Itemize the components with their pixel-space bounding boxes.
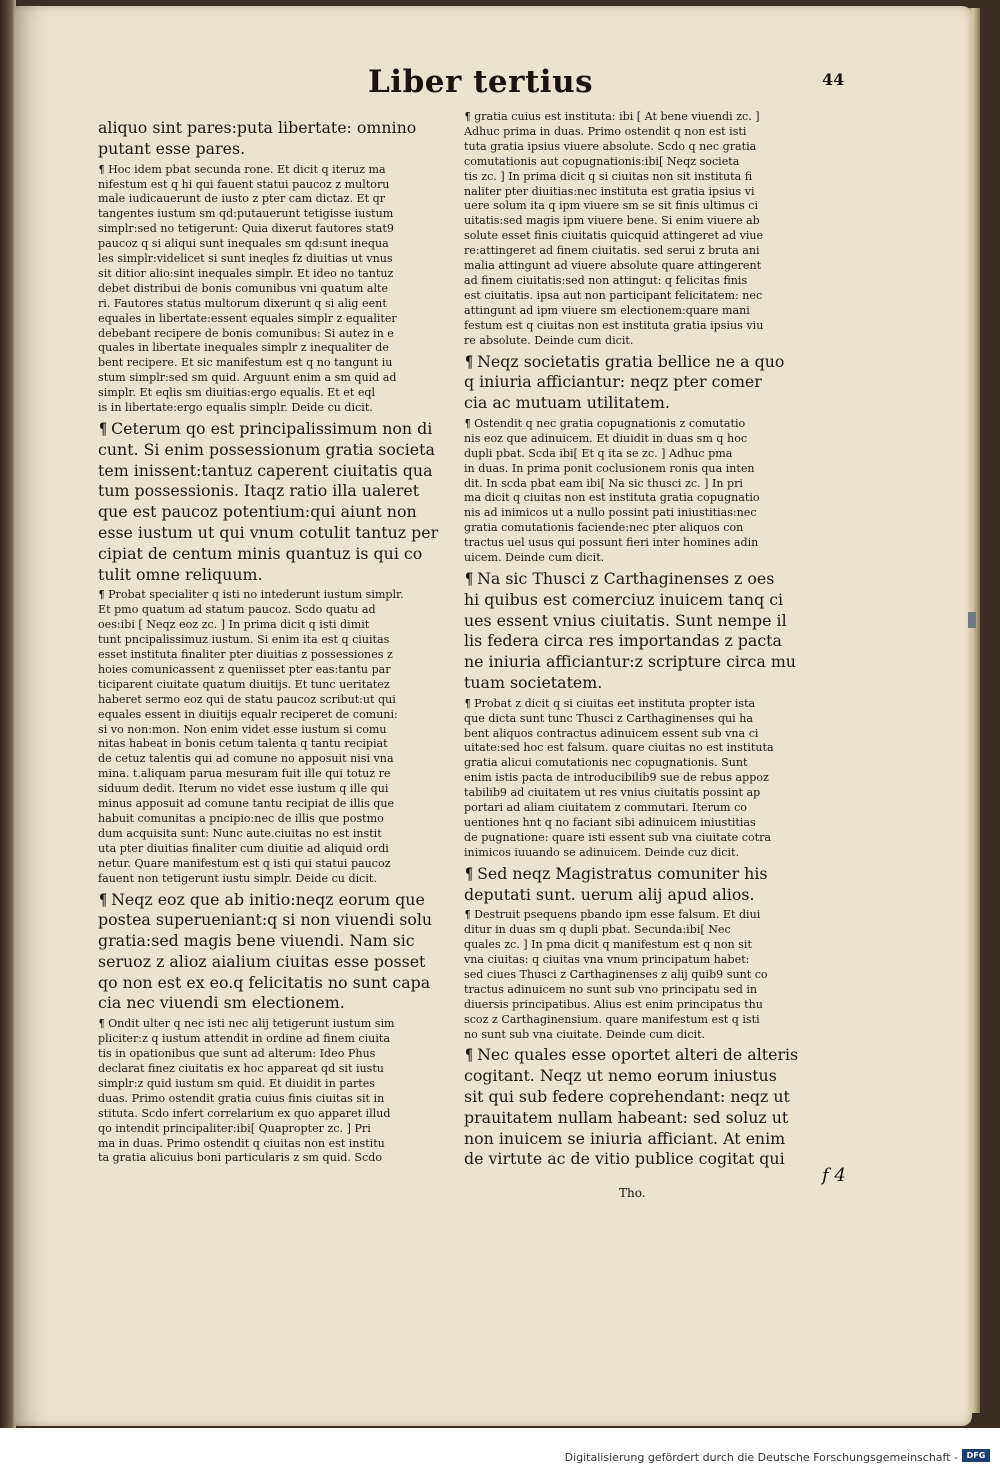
text-line: uicem. Deinde cum dicit.	[464, 551, 605, 565]
text-line: simplr. Et eqlis sm diuitias:ergo equalis. Et et eql	[98, 386, 376, 400]
text-line: stituta. Scdo infert correlarium ex quo apparet illud	[98, 1106, 391, 1120]
gloss-paragraph	[464, 908, 814, 1042]
text-line: si vo non:mon. Non enim videt esse iustum si comu	[98, 722, 387, 736]
text-line: simplr:z quid iustum sm quid. Et diuidit in partes	[98, 1076, 375, 1090]
text-line: qo intendit principaliter:ibi[ Quapropter zc. ] Pri	[98, 1121, 371, 1135]
text-line: naliter pter diuitias:nec instituta est gratia ipsius vi	[464, 184, 755, 198]
gloss-paragraph	[98, 1017, 446, 1166]
text-line: aliquo sint pares:puta libertate: omnino	[98, 118, 417, 137]
text-line: non inuicem se iniuria afficiant. At enim	[464, 1128, 786, 1148]
text-line: duas. Primo ostendit gratia cuius finis ciuitas sit in	[98, 1091, 385, 1105]
text-line: ma dicit q ciuitas non est instituta gratia copugnatio	[464, 491, 760, 505]
text-line: ¶ Nec quales esse oportet alteri de alteris	[465, 1045, 799, 1065]
text-line: prauitatem nullam habeant: sed soluz ut	[464, 1107, 789, 1127]
text-line: haberet sermo eoz qui de statu paucoz scribut:ut qui	[98, 692, 396, 706]
text-line: hoies comunicassent z queniisset pter eas:tantu par	[98, 662, 391, 676]
text-line: tuta gratia ipsius viuere absolute. Scdo q nec gratia	[464, 139, 757, 153]
text-line: ¶ Destruit psequens pbando ipm esse falsum. Et diui	[464, 908, 761, 922]
page-tab-marker	[968, 612, 976, 628]
pilcrow-icon: ¶	[98, 588, 105, 602]
text-line: deputati sunt. uerum alij apud alios.	[464, 884, 755, 904]
text-line: de pugnatione: quare isti essent sub vna ciuitate cotra	[464, 830, 771, 844]
footer-bar	[0, 1428, 1000, 1472]
text-line: tunt pncipalissimuz iustum. Si enim ita est q ciuitas	[98, 633, 390, 647]
text-line: ¶ Probat z dicit q si ciuitas eet instituta propter ista	[464, 696, 756, 710]
text-line: tuam societatem.	[464, 672, 603, 692]
folio-number: 44	[822, 70, 845, 89]
text-line: uere solum ita q ipm viuere sm se sit finis ultimus ci	[464, 199, 759, 213]
text-line: in duas. In prima ponit coclusionem ronis qua inten	[464, 461, 755, 475]
text-line: tum possessionis. Itaqz ratio illa ualeret	[98, 481, 420, 501]
lemma-paragraph	[98, 419, 446, 585]
text-line: stum simplr:sed sm quid. Arguunt enim a sm quid ad	[98, 371, 397, 385]
text-line: postea superueniant:q si non viuendi solu	[98, 910, 433, 930]
pilcrow-icon: ¶	[99, 889, 108, 909]
text-line: quales in libertate inequales simplr z inequaliter de	[98, 341, 389, 355]
text-line: qo non est ex eo.q felicitatis no sunt capa	[98, 972, 431, 992]
dfg-logo: DFG	[962, 1449, 990, 1462]
pilcrow-icon: ¶	[98, 162, 105, 176]
text-line: scoz z Carthaginensium. quare manifestum est q isti	[464, 1012, 760, 1026]
signature-mark: f 4	[822, 1165, 846, 1186]
text-line: no sunt sub vna ciuitate. Deinde cum dicit.	[464, 1027, 706, 1041]
text-line: is in libertate:ergo equalis simplr. Deide cu dicit.	[98, 401, 373, 415]
text-line: sed ciues Thusci z Carthaginenses z alij quib9 sunt co	[464, 967, 768, 981]
text-line: dit. In scda pbat eam ibi[ Na sic thusci zc. ] In pri	[464, 476, 743, 490]
pilcrow-icon: ¶	[99, 419, 108, 438]
text-line: de virtute ac de vitio publice cogitat qui	[464, 1149, 785, 1169]
text-line: uitate:sed hoc est falsum. quare ciuitas no est instituta	[464, 741, 774, 755]
text-line: nitas habeat in bonis cetum talenta q tantu recipiat	[98, 737, 388, 751]
text-line: tractus uel usus qui possunt fieri inter homines adin	[464, 536, 759, 550]
footer-credit: Digitalisierung gefördert durch die Deutsche Forschungsgemeinschaft -	[564, 1451, 958, 1464]
text-line: simplr:sed no tetigerunt: Quia dixerut fautores stat9	[98, 222, 394, 236]
gloss-paragraph	[464, 110, 814, 349]
pilcrow-icon: ¶	[464, 110, 471, 123]
text-line: ¶ Ondit ulter q nec isti nec alij tetigerunt iustum sim	[98, 1017, 395, 1031]
text-line: esse iustum ut qui vnum cotulit tantuz per	[98, 522, 439, 542]
text-line: ¶ Sed neqz Magistratus comuniter his	[465, 863, 768, 883]
text-line: equales essent in diuitijs equalr reciperet de comuni:	[98, 707, 398, 721]
text-line: re absolute. Deinde cum dicit.	[464, 333, 634, 347]
text-line: attingunt ad ipm viuere sm electionem:quare mani	[464, 303, 750, 317]
text-line: debet distribui de bonis comunibus vni quatum alte	[98, 281, 389, 295]
catchword: Tho.	[619, 1186, 646, 1200]
running-head: Liber tertius	[368, 64, 594, 100]
pilcrow-icon: ¶	[464, 416, 471, 430]
pilcrow-icon: ¶	[465, 351, 474, 371]
text-line: nifestum est q hi qui fauent statui paucoz z multoru	[98, 177, 390, 191]
text-line: ¶ Neqz eoz que ab initio:neqz eorum que	[99, 889, 425, 909]
text-line: quales zc. ] In pma dicit q manifestum est q non sit	[464, 938, 752, 952]
text-line: cogitant. Neqz ut nemo eorum iniustus	[464, 1066, 777, 1086]
text-line: cia nec viuendi sm electionem.	[98, 993, 345, 1013]
pilcrow-icon: ¶	[465, 568, 474, 588]
gloss-paragraph	[464, 417, 814, 566]
pilcrow-icon: ¶	[464, 908, 471, 922]
text-line: debebant recipere de bonis comunibus: Si autez in e	[98, 326, 394, 340]
text-line: ri. Fautores status multorum dixerunt q si alig eent	[98, 296, 387, 310]
text-line: minus apposuit ad comune tantu recipiat de illis que	[98, 797, 395, 811]
text-line: ¶ Hoc idem pbat secunda rone. Et dicit q iteruz ma	[98, 162, 386, 176]
text-line: lis federa circa res importandas z pacta	[464, 631, 782, 651]
text-line: pliciter:z q iustum attendit in ordine ad finem ciuita	[98, 1032, 390, 1046]
text-line: ues essent vnius ciuitatis. Sunt nempe il	[464, 610, 787, 630]
text-line: festum est q ciuitas non est instituta gratia ipsius viu	[464, 318, 764, 332]
text-line: ne iniuria afficiantur:z scripture circa mu	[464, 652, 796, 672]
text-line: de cetuz talentis qui ad comune no apposuit nisi vna	[98, 752, 394, 766]
text-line: que est paucoz potentium:qui aiunt non	[98, 502, 417, 522]
text-line: equales in libertate:essent equales simplr z equaliter	[98, 311, 397, 325]
text-line: ¶ Probat specialiter q isti no intederunt iustum simplr.	[98, 588, 404, 602]
text-line: comutationis aut copugnationis:ibi[ Neqz societa	[464, 154, 740, 168]
text-line: ma in duas. Primo ostendit q ciuitas non est institu	[98, 1136, 385, 1150]
text-line: cia ac mutuam utilitatem.	[464, 393, 670, 413]
text-line: male iudicauerunt de iusto z pter cam dictaz. Et qr	[98, 192, 385, 206]
text-line: enim istis pacta de introducibilib9 sue de rebus appoz	[464, 771, 769, 785]
text-line: bent aliquos contractus adinuicem essent sub vna ci	[464, 726, 759, 740]
pilcrow-icon: ¶	[465, 863, 474, 883]
text-line: sit qui sub federe coprehendant: neqz ut	[464, 1087, 790, 1107]
text-line: diuersis principatibus. Alius est enim principatus thu	[464, 997, 763, 1011]
text-line: q iniuria afficiantur: neqz pter comer	[464, 372, 762, 392]
pilcrow-icon: ¶	[464, 696, 471, 710]
text-line: uitatis:sed magis ipm viuere bene. Si enim viuere ab	[464, 214, 760, 228]
text-line: tangentes iustum sm qd:putauerunt tetigisse iustum	[98, 207, 394, 221]
text-line: solute esset finis ciuitatis quicquid attingeret ad viue	[464, 229, 764, 243]
gloss-paragraph	[98, 588, 446, 886]
text-line: gratia comutationis faciende:nec pter aliquos con	[464, 521, 744, 535]
text-line: ¶ Neqz societatis gratia bellice ne a quo	[465, 351, 785, 371]
lemma-paragraph	[98, 890, 446, 1015]
text-line: uta pter diuitias finaliter cum diuitie ad aliquid ordi	[98, 841, 389, 855]
text-line: uentiones hnt q no faciant sibi adinuicem iniustitias	[464, 815, 756, 829]
text-line: ¶ Ceterum qo est principalissimum non di	[99, 419, 433, 438]
text-line: mina. t.aliquam parua mesuram fuit ille qui totuz re	[98, 767, 391, 781]
text-line: Adhuc prima in duas. Primo ostendit q non est isti	[464, 124, 747, 138]
gloss-paragraph	[464, 697, 814, 861]
lemma-paragraph	[464, 864, 814, 906]
text-line: siduum dedit. Iterum no videt esse iustum q ille qui	[98, 782, 389, 796]
text-line: habuit comunitas a pncipio:nec de illis que postmo	[98, 811, 384, 825]
pilcrow-icon: ¶	[98, 1017, 105, 1031]
text-line: dum acquisita sunt: Nunc aute.ciuitas no est instit	[98, 826, 382, 840]
text-line: malia attingunt ad viuere absolute quare attingerent	[464, 259, 762, 273]
text-line: netur. Quare manifestum est q isti qui statui paucoz	[98, 856, 391, 870]
text-line: ¶ Na sic Thusci z Carthaginenses z oes	[465, 568, 775, 588]
text-line: ta gratia alicuius boni particularis z sm quid. Scdo	[98, 1151, 383, 1165]
lemma-paragraph	[464, 1045, 814, 1170]
text-line: que dicta sunt tunc Thusci z Carthaginenses qui ha	[464, 711, 753, 725]
left-text-column	[98, 118, 446, 1213]
text-line: ditur in duas sm q dupli pbat. Secunda:ibi[ Nec	[464, 923, 731, 937]
right-text-column	[464, 110, 814, 1200]
text-line: tis in opationibus que sunt ad alterum: Ideo Phus	[98, 1047, 376, 1061]
text-line: declarat finez ciuitatis ex hoc appareat qd sit iustu	[98, 1062, 384, 1075]
text-line: gratia alicui comutationis nec copugnationis. Sunt	[464, 756, 748, 770]
text-line: putant esse pares.	[98, 138, 246, 158]
text-line: ticiparent ciuitate quatum diuitijs. Et tunc ueritatez	[98, 677, 390, 691]
text-line: est ciuitatis. ipsa aut non participant felicitatem: nec	[464, 288, 763, 302]
text-line: fauent non tetigerunt iustu simplr. Deide cu dicit.	[98, 871, 377, 885]
text-line: portari ad aliam ciuitatem z commutari. Iterum co	[464, 801, 747, 815]
lemma-paragraph	[464, 569, 814, 694]
text-line: tulit omne reliquum.	[98, 564, 263, 584]
text-line: oes:ibi [ Neqz eoz zc. ] In prima dicit q isti dimit	[98, 618, 370, 632]
text-line: bent recipere. Et sic manifestum est q no tangunt iu	[98, 356, 393, 370]
text-line: nis eoz que adinuicem. Et diuidit in duas sm q hoc	[464, 431, 748, 445]
lemma-paragraph	[98, 118, 446, 160]
text-line: les simplr:videlicet si sunt ineqles fz diuitias ut vnus	[98, 252, 393, 266]
text-line: nis ad inimicos ut a nullo possint pati iniustitias:nec	[464, 506, 757, 520]
text-line: Et pmo quatum ad statum paucoz. Scdo quatu ad	[98, 603, 376, 617]
text-line: sit ditior alio:sint inequales simplr. Et ideo no tantuz	[98, 266, 394, 280]
text-line: cipiat de centum minis quantuz is qui co	[98, 543, 423, 563]
text-line: hi quibus est comerciuz inuicem tanq ci	[464, 589, 784, 609]
text-line: inimicos iuuando se adinuicem. Deinde cuz dicit.	[464, 845, 740, 859]
lemma-paragraph	[464, 352, 814, 414]
text-line: re:attingeret ad finem ciuitatis. sed serui z bruta ani	[464, 244, 760, 258]
text-line: gratia:sed magis bene viuendi. Nam sic	[98, 931, 415, 951]
text-line: dupli pbat. Scda ibi[ Et q ita se zc. ] Adhuc pma	[464, 446, 733, 460]
pilcrow-icon: ¶	[465, 1045, 474, 1065]
text-line: ¶ gratia cuius est instituta: ibi [ At bene viuendi zc. ]	[464, 110, 760, 123]
text-line: tractus adinuicem no sunt sub vno principatu sed in	[464, 982, 758, 996]
text-line: tem inissent:tantuz caperent ciuitatis qua	[98, 460, 433, 480]
text-line: seruoz z alioz aialium ciuitas esse posset	[98, 951, 426, 971]
text-line: esset instituta finaliter pter diuitias z possessiones z	[98, 648, 393, 661]
text-line: cunt. Si enim possessionum gratia societa	[98, 439, 435, 459]
text-line: tabilib9 ad ciuitatem ut res vnius ciuitatis possint ap	[464, 786, 761, 800]
text-line: ad finem ciuitatis:sed non attingut: q felicitas finis	[464, 273, 748, 287]
text-line: ¶ Ostendit q nec gratia copugnationis z comutatio	[464, 416, 746, 430]
text-line: tis zc. ] In prima dicit q si ciuitas non sit instituta fi	[464, 169, 753, 183]
text-line: paucoz q si aliqui sunt inequales sm qd:sunt inequa	[98, 237, 389, 251]
gloss-paragraph	[98, 163, 446, 416]
text-line: vna ciuitas: q ciuitas vna vnum principatum habet:	[464, 953, 750, 967]
